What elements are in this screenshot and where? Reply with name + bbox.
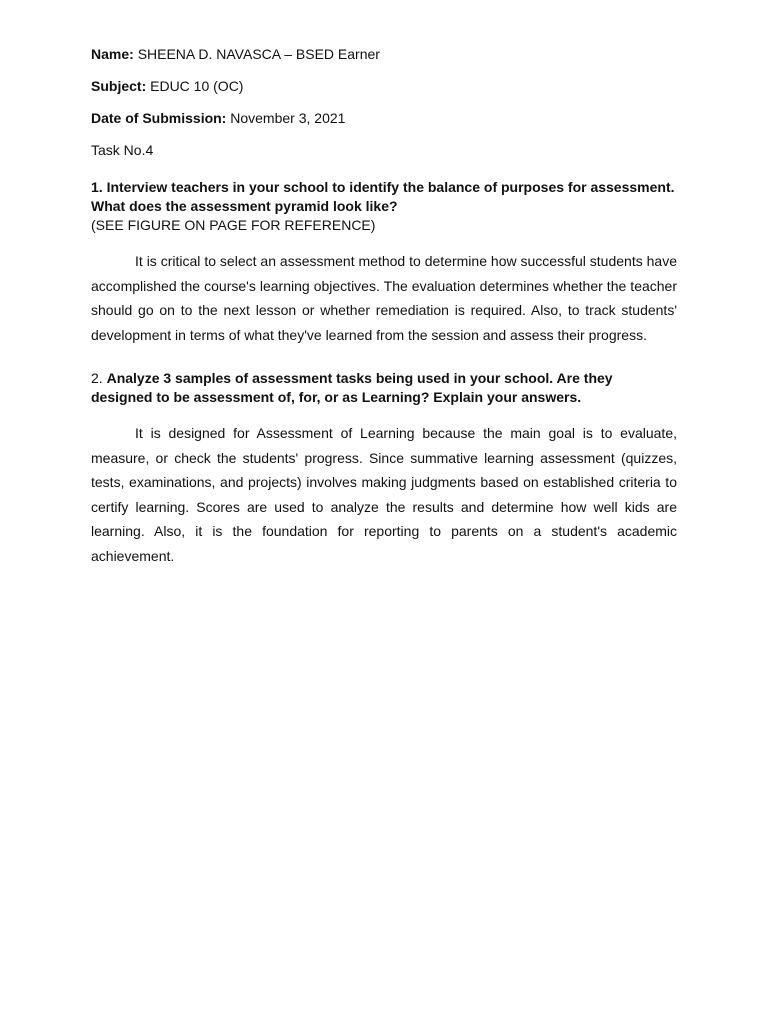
- task-number: Task No.4: [91, 142, 154, 158]
- question-1-note: (SEE FIGURE ON PAGE FOR REFERENCE): [91, 217, 376, 233]
- name-line: [91, 44, 677, 64]
- question-1-text: Interview teachers in your school to identify the balance of purposes for assessment. What does the assessment pyramid look like?: [91, 179, 675, 214]
- date-line: [91, 108, 677, 128]
- name-value: SHEENA D. NAVASCA – BSED Earner: [137, 46, 380, 62]
- answer-2: It is designed for Assessment of Learning because the main goal is to evaluate, measure, or check the students' progress. Since summative learning assessment (quizzes, tests, examinations, and projects) involves making judgments based on established criteria to certify learning. Scores are used to analyze the results and determine how well kids are learning. Also, it is the foundation for reporting to parents on a student's academic achievement.: [91, 425, 677, 564]
- question-2-number: 2.: [91, 370, 103, 386]
- date-value: November 3, 2021: [230, 110, 346, 126]
- question-1: [91, 178, 677, 235]
- subject-label: Subject:: [91, 78, 147, 94]
- answer-1: It is critical to select an assessment method to determine how successful students have accomplished the course's learning objectives. The evaluation determines whether the teacher should go on to the next lesson or whether remediation is required. Also, to track students' development in terms of what they've learned from the session and assess their progress.: [91, 253, 677, 343]
- question-2-text: Analyze 3 samples of assessment tasks being used in your school. Are they designed to be assessment of, for, or as Learning? Explain your answers.: [91, 370, 613, 405]
- date-label: Date of Submission:: [91, 110, 227, 126]
- document-content: [91, 44, 677, 582]
- subject-line: [91, 76, 677, 96]
- name-label: Name:: [91, 46, 134, 62]
- question-2: [91, 369, 677, 407]
- subject-value: EDUC 10 (OC): [150, 78, 244, 94]
- question-1-number: 1.: [91, 179, 103, 195]
